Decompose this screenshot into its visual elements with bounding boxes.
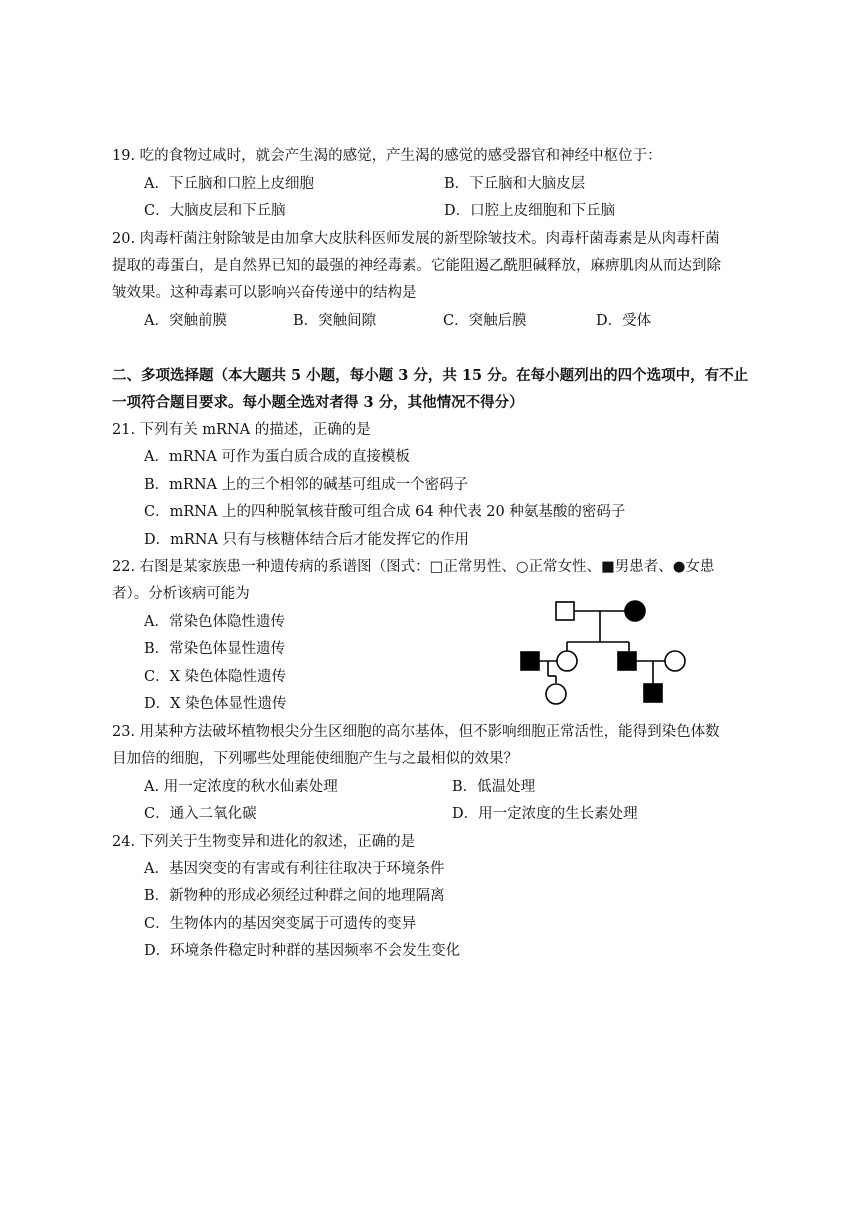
q22-option-d: D．X 染色体显性遗传 <box>144 696 287 712</box>
gen2-normal-female-left <box>557 651 577 671</box>
q24-option-c: C．生物体内的基因突变属于可遗传的变异 <box>144 916 417 932</box>
q23-option-d: D．用一定浓度的生长素处理 <box>452 806 638 822</box>
q22-option-b: B．常染色体显性遗传 <box>144 641 286 657</box>
q21-option-a: A．mRNA 可作为蛋白质合成的直接模板 <box>144 449 410 465</box>
q22-option-c: C．X 染色体隐性遗传 <box>144 669 287 685</box>
gen3-normal-female <box>546 684 566 704</box>
q20-option-b: B．突触间隙 <box>293 313 377 329</box>
q21-option-b: B．mRNA 上的三个相邻的碱基可组成一个密码子 <box>144 477 469 493</box>
q22-option-a: A．常染色体隐性遗传 <box>144 614 285 630</box>
q20-option-a: A．突触前膜 <box>144 313 227 329</box>
q24-option-b: B．新物种的形成必须经过种群之间的地理隔离 <box>144 888 445 904</box>
gen2-affected-male-right <box>618 652 636 670</box>
q21-option-c: C．mRNA 上的四种脱氧核苷酸可组合成 64 种代表 20 种氨基酸的密码子 <box>144 504 626 520</box>
gen3-affected-male <box>644 684 662 702</box>
q24-option-a: A．基因突变的有害或有利往往取决于环境条件 <box>144 861 445 877</box>
q19-option-d: D．口腔上皮细胞和下丘脑 <box>444 203 616 219</box>
q21-stem: 21. 下列有关 mRNA 的描述，正确的是 <box>112 422 371 438</box>
gen1-affected-female <box>625 601 645 621</box>
gen2-affected-male-left <box>521 652 539 670</box>
q24-stem: 24. 下列关于生物变异和进化的叙述，正确的是 <box>112 834 416 850</box>
q19-stem: 19. 吃的食物过咸时，就会产生渴的感觉，产生渴的感觉的感受器官和神经中枢位于： <box>112 148 662 164</box>
q19-option-a: A．下丘脑和口腔上皮细胞 <box>144 176 314 192</box>
q19-option-c: C．大脑皮层和下丘脑 <box>144 203 286 219</box>
gen2-normal-female-right <box>665 651 685 671</box>
q23-option-a: A. 用一定浓度的秋水仙素处理 <box>144 779 338 795</box>
q24-option-d: D．环境条件稳定时种群的基因频率不会发生变化 <box>144 943 461 959</box>
section2-heading-line1: 二、多项选择题（本大题共 5 小题，每小题 3 分，共 15 分。在每小题列出的四个选项中，有不止 <box>112 367 749 384</box>
q20-stem-line1: 20. 肉毒杆菌注射除皱是由加拿大皮肤科医师发展的新型除皱技术。肉毒杆菌毒素是从肉毒杆菌 <box>112 231 720 247</box>
q20-stem-line2: 提取的毒蛋白，是自然界已知的最强的神经毒素。它能阻遏乙酰胆碱释放，麻痹肌肉从而达到除 <box>112 258 721 274</box>
q23-stem-line1: 23. 用某种方法破坏植物根尖分生区细胞的高尔基体，但不影响细胞正常活性，能得到染色体数 <box>112 724 720 740</box>
gen1-normal-male <box>556 602 574 620</box>
section2-heading-line2: 一项符合题目要求。每小题全选对者得 3 分，其他情况不得分） <box>112 394 524 411</box>
pedigree-diagram <box>510 592 710 712</box>
q21-option-d: D．mRNA 只有与核糖体结合后才能发挥它的作用 <box>144 532 470 548</box>
q20-stem-line3: 皱效果。这种毒素可以影响兴奋传递中的结构是 <box>112 285 417 301</box>
q22-stem-line2: 者）。分析该病可能为 <box>112 586 250 602</box>
q23-option-c: C．通入二氧化碳 <box>144 806 257 822</box>
q19-option-b: B．下丘脑和大脑皮层 <box>444 176 586 192</box>
q20-option-c: C．突触后膜 <box>443 313 527 329</box>
q23-stem-line2: 目加倍的细胞，下列哪些处理能使细胞产生与之最相似的效果？ <box>112 751 518 767</box>
q23-option-b: B．低温处理 <box>452 779 536 795</box>
q20-option-d: D．受体 <box>596 313 652 329</box>
q22-stem-line1: 22. 右图是某家族患一种遗传病的系谱图（图式：□正常男性、○正常女性、■男患者、●女患 <box>112 559 715 575</box>
